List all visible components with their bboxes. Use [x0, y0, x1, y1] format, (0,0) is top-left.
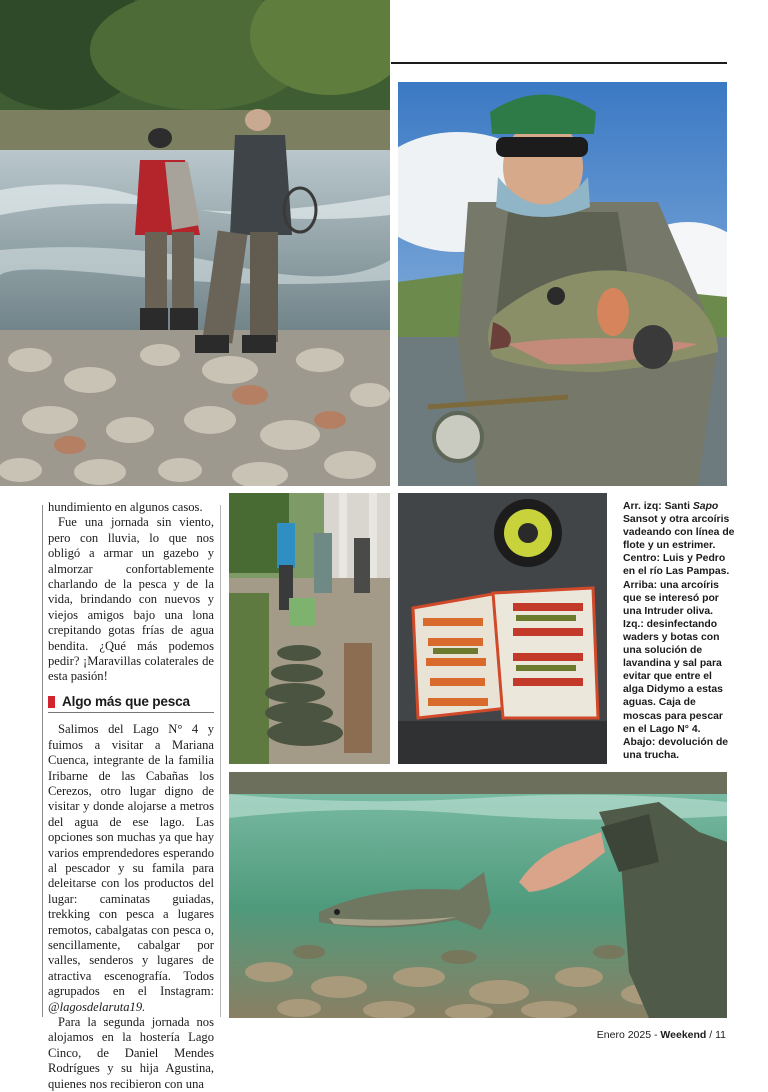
column-rule-left — [42, 505, 43, 1017]
article-paragraph-text: Salimos del Lago N° 4 y fuimos a visitar a Mariana Cuenca, integrante de la familia Iribarne de las Cabañas los Cerezos, otro lugar digno de visitar y donde alojarse a metros del agua de ese lago. Las opciones son muchas ya que hay varios emprendedores esperando al pescador y su famila para deleitarse con los productos del lugar: caminatas guiadas, trekking con pesca a lugares remotos, cabalgatas con pesca o, sencillamente, cabalgar por valles, senderos y lugares de atractiva escenografía. Todos agrupados en el Instagram: — [48, 722, 214, 999]
caption-text-rest: Sansot y otra arcoíris vadeando con línea de flote y un estrimer. Centro: Luis y Pedro en el río Las Pampas. Arriba: una arcoíris que se interesó por una Intruder oliva. Izq.: desinfectando waders y botas con una solución de lavandina y sal para evitar que entre el alga Didymo a estas aguas. Caja de moscas para pescar en el Lago N° 4. Abajo: devolución de una trucha. — [623, 514, 735, 761]
photo-disinfecting-boots — [229, 493, 390, 764]
folio-date: Enero 2025 - — [596, 1029, 661, 1041]
subheading-text: Algo más que pesca — [62, 693, 190, 709]
column-rule-right — [220, 505, 221, 1017]
article-paragraph — [48, 722, 214, 1015]
photo-anglers-river — [0, 0, 390, 486]
photo-rainbow-trout — [398, 82, 727, 486]
photo-trout-release — [229, 772, 727, 1018]
photo-fly-box — [398, 493, 607, 764]
article-paragraph: Para la segunda jornada nos alojamos en la hostería Lago Cinco, de Daniel Mendes Rodrígues y su hija Agustina, quienes nos recibieron con una — [48, 1015, 214, 1091]
subheading-marker — [48, 696, 55, 708]
folio-magazine: Weekend — [660, 1029, 707, 1041]
page-folio — [597, 1029, 726, 1041]
folio-page-number: / 11 — [706, 1029, 726, 1041]
instagram-handle: @lagosdelaruta19. — [48, 999, 146, 1014]
caption-nickname: Sapo — [692, 501, 719, 512]
section-subheading — [48, 694, 214, 713]
caption-text: Arr. izq: Santi — [623, 501, 693, 512]
photo-caption — [623, 500, 735, 762]
article-body — [48, 500, 214, 1091]
article-paragraph: Fue una jornada sin viento, pero con lluvia, lo que nos obligó a armar un gazebo y almorzar confortablemente charlando de la pesca y de la vida, brindando con nuevos y viejos amigos bajo una lona crepitando gotas frías de agua bendita. ¿Qué más podemos pedir? ¡Maravillas colaterales de esta pasión! — [48, 515, 214, 684]
article-paragraph: hundimiento en algunos casos. — [48, 500, 203, 514]
top-rule — [391, 62, 727, 64]
